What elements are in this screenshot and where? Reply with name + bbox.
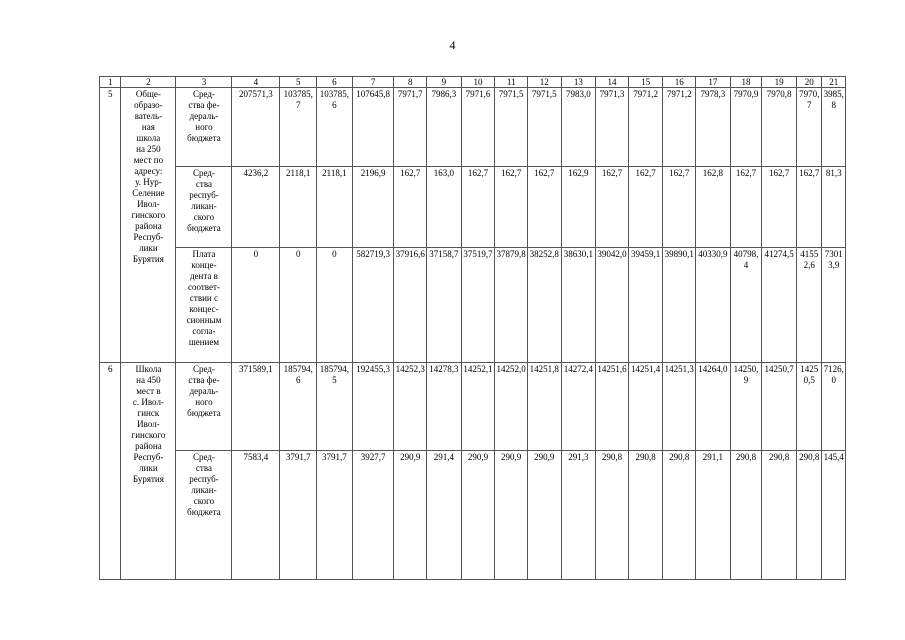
value-cell: 7971,2 [628, 88, 663, 167]
value-cell: 290,9 [495, 451, 528, 580]
header-cell: 10 [461, 77, 495, 88]
value-cell: 14250,5 [796, 363, 821, 451]
value-cell: 41552,6 [796, 248, 821, 363]
value-cell: 3985,8 [822, 88, 846, 167]
value-cell: 7970,7 [796, 88, 821, 167]
value-cell: 7971,7 [394, 88, 427, 167]
value-cell: 162,7 [495, 167, 528, 248]
value-cell: 7971,5 [527, 88, 561, 167]
funding-table [99, 76, 846, 580]
table-row [100, 363, 846, 451]
value-cell: 162,7 [796, 167, 821, 248]
value-cell: 39042,0 [596, 248, 629, 363]
value-cell: 39459,1 [628, 248, 663, 363]
header-cell: 9 [427, 77, 462, 88]
header-cell: 19 [762, 77, 797, 88]
header-cell: 11 [495, 77, 528, 88]
value-cell: 7971,2 [663, 88, 696, 167]
header-cell: 15 [628, 77, 663, 88]
value-cell: 163,0 [427, 167, 462, 248]
header-cell: 12 [527, 77, 561, 88]
value-cell: 37879,8 [495, 248, 528, 363]
header-cell: 1 [100, 77, 121, 88]
row-number-cell: 6 [100, 363, 121, 580]
value-cell: 7126,0 [822, 363, 846, 451]
value-cell: 14278,3 [427, 363, 462, 451]
value-cell: 7971,5 [495, 88, 528, 167]
value-cell: 40798,4 [730, 248, 762, 363]
value-cell: 162,7 [663, 167, 696, 248]
value-cell: 291,4 [427, 451, 462, 580]
value-cell: 290,8 [628, 451, 663, 580]
value-cell: 290,8 [663, 451, 696, 580]
object-name-cell: Обще- образо- ватель- ная школа на 250 мест по адресу: у. Нур- Селение Ивол- гинского района Респуб- лики Бурятия [121, 88, 176, 363]
value-cell: 192455,3 [352, 363, 394, 451]
value-cell: 582719,3 [352, 248, 394, 363]
table-row [100, 248, 846, 363]
header-cell: 3 [176, 77, 232, 88]
funding-source-cell: Сред- ства фе- дераль- ного бюджета [176, 363, 232, 451]
row-number-cell: 5 [100, 88, 121, 363]
value-cell: 14250,9 [730, 363, 762, 451]
value-cell: 14251,3 [663, 363, 696, 451]
value-cell: 162,7 [527, 167, 561, 248]
value-cell: 291,1 [696, 451, 731, 580]
page-number: 4 [449, 38, 456, 52]
value-cell: 162,7 [762, 167, 797, 248]
header-cell: 6 [317, 77, 353, 88]
value-cell: 103785,6 [317, 88, 353, 167]
header-cell: 7 [352, 77, 394, 88]
value-cell: 290,9 [394, 451, 427, 580]
value-cell: 7978,3 [696, 88, 731, 167]
header-cell: 20 [796, 77, 821, 88]
value-cell: 162,7 [596, 167, 629, 248]
funding-source-cell: Сред- ства фе- дераль- ного бюджета [176, 88, 232, 167]
value-cell: 162,7 [461, 167, 495, 248]
value-cell: 7986,3 [427, 88, 462, 167]
header-cell: 4 [232, 77, 280, 88]
value-cell: 0 [317, 248, 353, 363]
funding-source-cell: Сред- ства респуб- ликан- ского бюджета [176, 167, 232, 248]
value-cell: 14251,6 [596, 363, 629, 451]
value-cell: 2118,1 [280, 167, 317, 248]
header-cell: 5 [280, 77, 317, 88]
value-cell: 14264,0 [696, 363, 731, 451]
value-cell: 2118,1 [317, 167, 353, 248]
header-cell: 2 [121, 77, 176, 88]
value-cell: 7583,4 [232, 451, 280, 580]
value-cell: 162,9 [561, 167, 596, 248]
value-cell: 3927,7 [352, 451, 394, 580]
value-cell: 38630,1 [561, 248, 596, 363]
table-body [100, 77, 846, 580]
table-row [100, 451, 846, 580]
value-cell: 290,8 [796, 451, 821, 580]
value-cell: 162,8 [696, 167, 731, 248]
table-row [100, 88, 846, 167]
header-row [100, 77, 846, 88]
value-cell: 162,7 [394, 167, 427, 248]
value-cell: 73013,9 [822, 248, 846, 363]
value-cell: 81,3 [822, 167, 846, 248]
value-cell: 291,3 [561, 451, 596, 580]
table-row [100, 167, 846, 248]
header-cell: 17 [696, 77, 731, 88]
value-cell: 14250,7 [762, 363, 797, 451]
value-cell: 7971,6 [461, 88, 495, 167]
value-cell: 162,7 [730, 167, 762, 248]
value-cell: 41274,5 [762, 248, 797, 363]
value-cell: 7970,8 [762, 88, 797, 167]
value-cell: 14251,8 [527, 363, 561, 451]
value-cell: 162,7 [628, 167, 663, 248]
value-cell: 371589,1 [232, 363, 280, 451]
value-cell: 290,9 [527, 451, 561, 580]
header-cell: 13 [561, 77, 596, 88]
value-cell: 0 [232, 248, 280, 363]
header-cell: 14 [596, 77, 629, 88]
value-cell: 14252,1 [461, 363, 495, 451]
value-cell: 3791,7 [280, 451, 317, 580]
value-cell: 14252,0 [495, 363, 528, 451]
value-cell: 7971,3 [596, 88, 629, 167]
value-cell: 39890,1 [663, 248, 696, 363]
value-cell: 7983,0 [561, 88, 596, 167]
value-cell: 14251,4 [628, 363, 663, 451]
value-cell: 207571,3 [232, 88, 280, 167]
value-cell: 38252,8 [527, 248, 561, 363]
value-cell: 103785,7 [280, 88, 317, 167]
value-cell: 37519,7 [461, 248, 495, 363]
value-cell: 290,8 [730, 451, 762, 580]
value-cell: 4236,2 [232, 167, 280, 248]
header-cell: 18 [730, 77, 762, 88]
value-cell: 37158,7 [427, 248, 462, 363]
value-cell: 14252,3 [394, 363, 427, 451]
value-cell: 290,9 [461, 451, 495, 580]
header-cell: 8 [394, 77, 427, 88]
value-cell: 185794,6 [280, 363, 317, 451]
value-cell: 0 [280, 248, 317, 363]
value-cell: 107645,8 [352, 88, 394, 167]
value-cell: 290,8 [762, 451, 797, 580]
value-cell: 290,8 [596, 451, 629, 580]
value-cell: 185794,5 [317, 363, 353, 451]
value-cell: 2196,9 [352, 167, 394, 248]
value-cell: 37916,6 [394, 248, 427, 363]
value-cell: 3791,7 [317, 451, 353, 580]
value-cell: 7970,9 [730, 88, 762, 167]
header-cell: 16 [663, 77, 696, 88]
funding-source-cell: Сред- ства респуб- ликан- ского бюджета [176, 451, 232, 580]
value-cell: 40330,9 [696, 248, 731, 363]
object-name-cell: Школа на 450 мест в с. Ивол- гинск Ивол- гинского района Респуб- лики Бурятия [121, 363, 176, 580]
value-cell: 145,4 [822, 451, 846, 580]
value-cell: 14272,4 [561, 363, 596, 451]
funding-source-cell: Плата конце- дента в соответ- ствии с концес- сионным согла- шением [176, 248, 232, 363]
header-cell: 21 [822, 77, 846, 88]
